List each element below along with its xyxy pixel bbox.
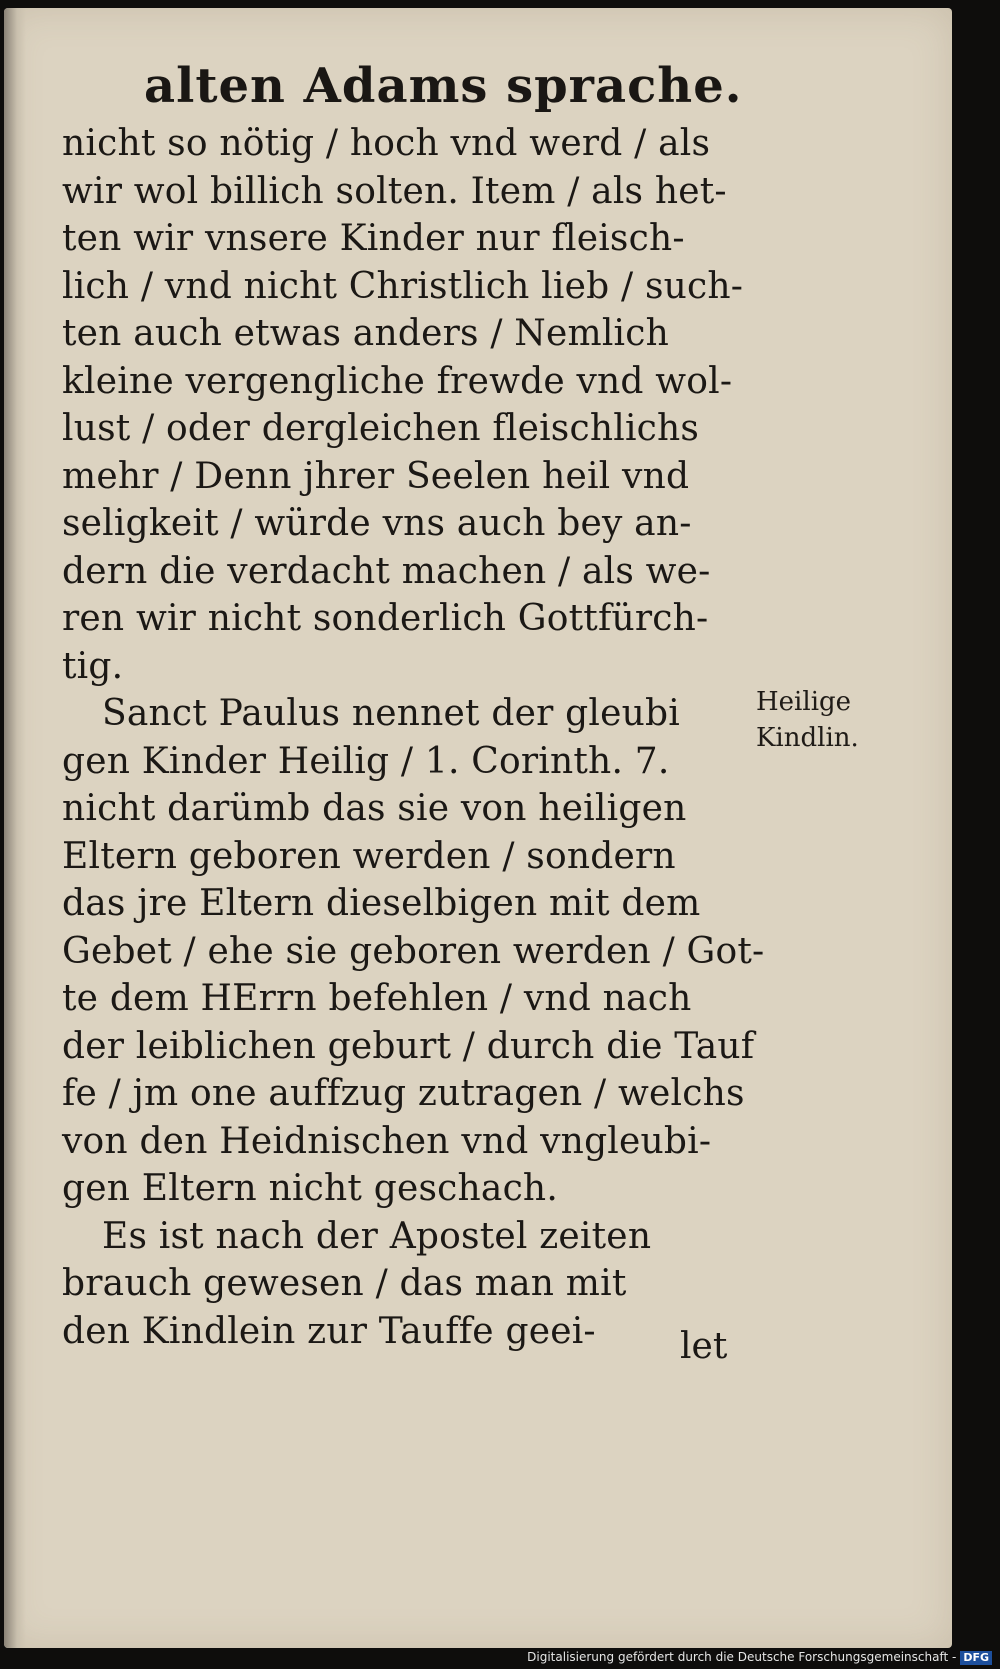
text-line: das jre Eltern dieselbigen mit dem [62, 883, 701, 924]
text-line: kleine vergengliche frewde vnd wol- [62, 360, 733, 402]
text-line: Gebet / ehe sie geboren werden / Got- [62, 930, 765, 972]
catchword: let [680, 1326, 728, 1367]
text-line: te dem HErrn befehlen / vnd nach [62, 978, 692, 1019]
page-gutter [4, 8, 26, 1648]
credit-text: Digitalisierung gefördert durch die Deutsche Forschungsgemeinschaft - [527, 1650, 957, 1664]
text-line: der leiblichen geburt / durch die Tauf [62, 1025, 755, 1067]
paragraph-start-line: Es ist nach der Apostel zeiten [102, 1215, 652, 1257]
text-line: lust / oder dergleichen fleischlichs [62, 408, 700, 449]
paragraph-start-line: Sanct Paulus nennet der gleubi [102, 693, 680, 734]
text-line: gen Eltern nicht geschach. [62, 1168, 558, 1209]
text-line: nicht so nötig / hoch vnd werd / als [62, 123, 711, 164]
margin-note-line: Kindlin. [756, 723, 859, 753]
text-line: tig. [62, 645, 124, 687]
running-head: alten Adams sprache. [144, 58, 743, 114]
text-line: wir wol billich solten. Item / als het- [62, 170, 727, 212]
digitization-credit [527, 1650, 992, 1665]
text-line: dern die verdacht machen / als we- [62, 550, 711, 592]
text-line: brauch gewesen / das man mit [62, 1263, 627, 1304]
text-line: ten auch etwas anders / Nemlich [62, 313, 670, 354]
text-line: ten wir vnsere Kinder nur fleisch- [62, 218, 685, 259]
margin-note [756, 684, 906, 756]
text-line: den Kindlein zur Tauffe geei- [62, 1310, 596, 1352]
book-page [4, 8, 952, 1648]
text-line: lich / vnd nicht Christlich lieb / such- [62, 265, 744, 307]
text-line: ren wir nicht sonderlich Gottfürch- [62, 598, 709, 639]
text-line: Eltern geboren werden / sondern [62, 835, 676, 877]
text-line: mehr / Denn jhrer Seelen heil vnd [62, 455, 690, 497]
text-line: gen Kinder Heilig / 1. Corinth. 7. [62, 740, 670, 782]
text-line: nicht darümb das sie von heiligen [62, 788, 687, 829]
dfg-logo: DFG [960, 1651, 992, 1665]
text-line: von den Heidnischen vnd vngleubi- [62, 1120, 712, 1162]
body-text [62, 120, 765, 1355]
text-line: seligkeit / würde vns auch bey an- [62, 503, 692, 544]
margin-note-line: Heilige [756, 687, 852, 717]
text-line: fe / jm one auffzug zutragen / welchs [62, 1073, 745, 1114]
